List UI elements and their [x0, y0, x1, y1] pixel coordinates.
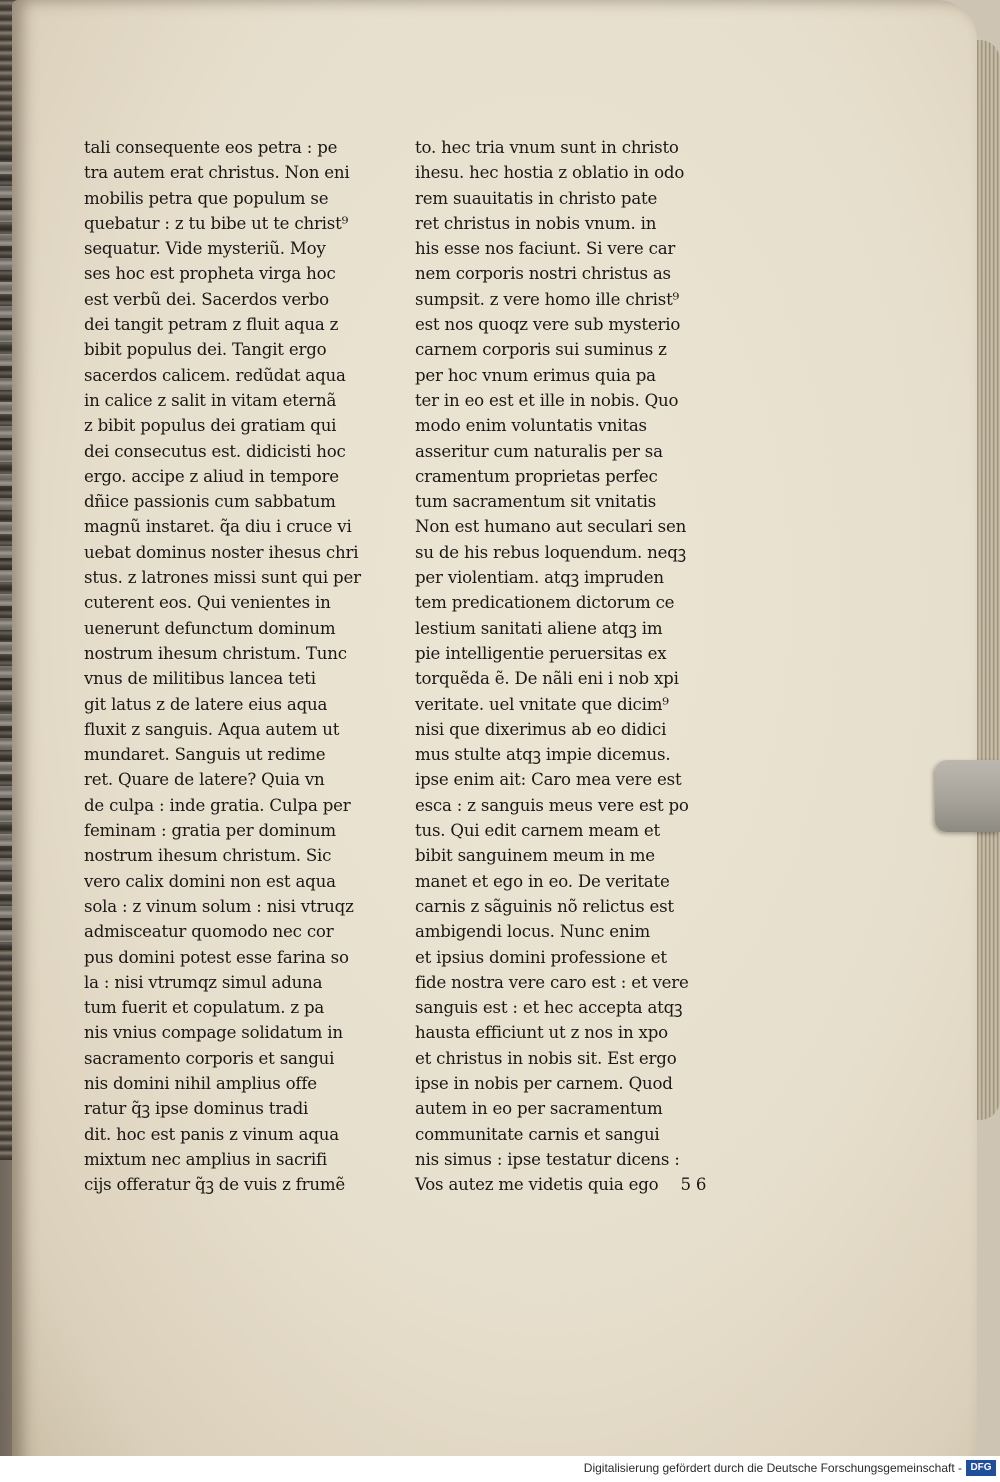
left-column-line: tum fuerit et copulatum. z pa [84, 998, 325, 1018]
left-column-line: dñice passionis cum sabbatum [84, 492, 336, 512]
right-column-line: ipse in nobis per carnem. Quod [415, 1073, 673, 1093]
right-column-line: ipse enim ait: Caro mea vere est [415, 770, 682, 790]
text-column-left [84, 135, 394, 1197]
right-column-line: esca : z sanguis meus vere est po [415, 795, 689, 815]
right-column-line: tus. Qui edit carnem meam et [415, 821, 660, 841]
right-column-line: ambigendi locus. Nunc enim [415, 922, 651, 942]
left-column-line: de culpa : inde gratia. Culpa per [84, 795, 351, 815]
right-column-line: ihesu. hec hostia z oblatio in odo [415, 163, 685, 183]
right-column-line: asseritur cum naturalis per sa [415, 441, 663, 461]
left-column-line: bibit populus dei. Tangit ergo [84, 340, 327, 360]
left-column-line: dei tangit petram z fluit aqua z [84, 315, 339, 335]
left-column-line: in calice z salit in vitam eternã [84, 390, 337, 410]
left-column-line: nostrum ihesum christum. Tunc [84, 643, 347, 663]
right-column-line: est nos quoqz vere sub mysterio [415, 315, 681, 335]
left-column-line: est verbũ dei. Sacerdos verbo [84, 289, 329, 309]
left-column-line: tali consequente eos petra : pe [84, 138, 338, 157]
left-column-line: fluxit z sanguis. Aqua autem ut [84, 719, 340, 739]
right-column-line: manet et ego in eo. De veritate [415, 871, 670, 891]
right-column-line: tem predicationem dictorum ce [415, 593, 675, 613]
digitization-footer [0, 1456, 1000, 1482]
left-column-line: feminam : gratia per dominum [84, 821, 336, 841]
right-column-line: lestium sanitati aliene atqꝫ im [415, 618, 663, 638]
right-column-line: communitate carnis et sangui [415, 1124, 660, 1144]
right-column-line: per hoc vnum erimus quia pa [415, 365, 656, 385]
book-page [12, 0, 977, 1482]
left-column-line: uenerunt defunctum dominum [84, 618, 336, 638]
left-column-line: dit. hoc est panis z vinum aqua [84, 1124, 339, 1144]
footer-credit: Digitalisierung gefördert durch die Deutsche Forschungsgemeinschaft - [583, 1461, 962, 1475]
left-column-line: ses hoc est propheta virga hoc [84, 264, 336, 284]
left-column-line: sacramento corporis et sangui [84, 1048, 335, 1068]
right-column-line: su de his rebus loquendum. neqꝫ [415, 542, 686, 562]
left-column-line: vnus de militibus lancea teti [84, 669, 316, 689]
left-column-line: mixtum nec amplius in sacrifi [84, 1149, 328, 1169]
left-column-line: mundaret. Sanguis ut redime [84, 745, 326, 765]
right-column-line: mus stulte atqꝫ impie dicemus. [415, 745, 671, 765]
left-column-line: cijs offeratur q̃ꝫ de vuis z frumẽ [84, 1175, 346, 1195]
left-column-line: mobilis petra que populum se [84, 188, 329, 208]
last-line-with-signature [658, 1175, 706, 1194]
left-column-line: ergo. accipe z aliud in tempore [84, 466, 339, 486]
left-column-line: sequatur. Vide mysteriũ. Moy [84, 239, 326, 259]
right-column-line: nis simus : ipse testatur dicens : [415, 1149, 680, 1169]
left-column-line: z bibit populus dei gratiam qui [84, 416, 337, 436]
left-column-line: nostrum ihesum christum. Sic [84, 846, 332, 866]
left-column-line: la : nisi vtrumqz simul aduna [84, 972, 323, 992]
right-column-line: et christus in nobis sit. Est ergo [415, 1048, 677, 1068]
left-column-line: quebatur : z tu bibe ut te christ⁹ [84, 213, 349, 233]
right-column-line: nisi que dixerimus ab eo didici [415, 719, 667, 739]
left-column-line: sacerdos calicem. redũdat aqua [84, 365, 346, 385]
right-column-line: per violentiam. atqꝫ impruden [415, 568, 664, 588]
right-column-line: et ipsius domini professione et [415, 947, 667, 967]
left-column-line: ratur q̃ꝫ ipse dominus tradi [84, 1099, 309, 1119]
left-column-line: git latus z de latere eius aqua [84, 694, 328, 714]
right-column-line: Vos autez me videtis quia ego [415, 1175, 659, 1195]
right-column-line: to. hec tria vnum sunt in christo [415, 138, 679, 157]
signature-mark: 5 6 [680, 1175, 707, 1195]
right-column-line: rem suauitatis in christo pate [415, 188, 658, 208]
right-column-line: torquẽda ẽ. De nãli eni i nob xpi [415, 669, 679, 689]
left-column-line: tra autem erat christus. Non eni [84, 163, 350, 183]
left-column-line: sola : z vinum solum : nisi vtruqz [84, 896, 354, 916]
right-column-line: modo enim voluntatis vnitas [415, 416, 647, 436]
right-column-line: ter in eo est et ille in nobis. Quo [415, 390, 679, 410]
right-column-line: pie intelligentie peruersitas ex [415, 643, 667, 663]
left-column-line: nis vnius compage solidatum in [84, 1023, 343, 1043]
left-column-line: magnũ instaret. q̃a diu i cruce vi [84, 517, 352, 537]
left-column-line: nis domini nihil amplius offe [84, 1073, 317, 1093]
left-column-line: dei consecutus est. didicisti hoc [84, 441, 346, 461]
right-column-line: bibit sanguinem meum in me [415, 846, 655, 866]
dfg-logo: DFG [966, 1460, 996, 1476]
right-column-line: carnis z sãguinis nõ relictus est [415, 896, 674, 916]
left-column-line: vero calix domini non est aqua [84, 871, 336, 891]
right-column-line: sumpsit. z vere homo ille christ⁹ [415, 289, 679, 309]
left-column-line: cuterent eos. Qui venientes in [84, 593, 331, 613]
right-column-line: carnem corporis sui suminus z [415, 340, 667, 360]
text-column-right [415, 135, 725, 1197]
left-column-line: admisceatur quomodo nec cor [84, 922, 334, 942]
right-column-line: his esse nos faciunt. Si vere car [415, 239, 676, 259]
right-column-line: nem corporis nostri christus as [415, 264, 671, 284]
right-column-line: ret christus in nobis vnum. in [415, 213, 657, 233]
left-column-line: stus. z latrones missi sunt qui per [84, 568, 361, 588]
right-column-line: hausta efficiunt ut z nos in xpo [415, 1023, 668, 1043]
right-column-line: sanguis est : et hec accepta atqꝫ [415, 998, 683, 1018]
right-column-line: autem in eo per sacramentum [415, 1099, 663, 1119]
bookmark-tab [935, 760, 1000, 832]
right-column-line: veritate. uel vnitate que dicim⁹ [415, 694, 669, 714]
left-column-line: uebat dominus noster ihesus chri [84, 542, 359, 562]
right-column-line: fide nostra vere caro est : et vere [415, 972, 689, 992]
left-column-line: ret. Quare de latere? Quia vn [84, 770, 325, 790]
right-column-line: tum sacramentum sit vnitatis [415, 492, 657, 512]
right-column-line: Non est humano aut seculari sen [415, 517, 687, 537]
right-column-line: cramentum proprietas perfec [415, 466, 658, 486]
left-column-line: pus domini potest esse farina so [84, 947, 349, 967]
